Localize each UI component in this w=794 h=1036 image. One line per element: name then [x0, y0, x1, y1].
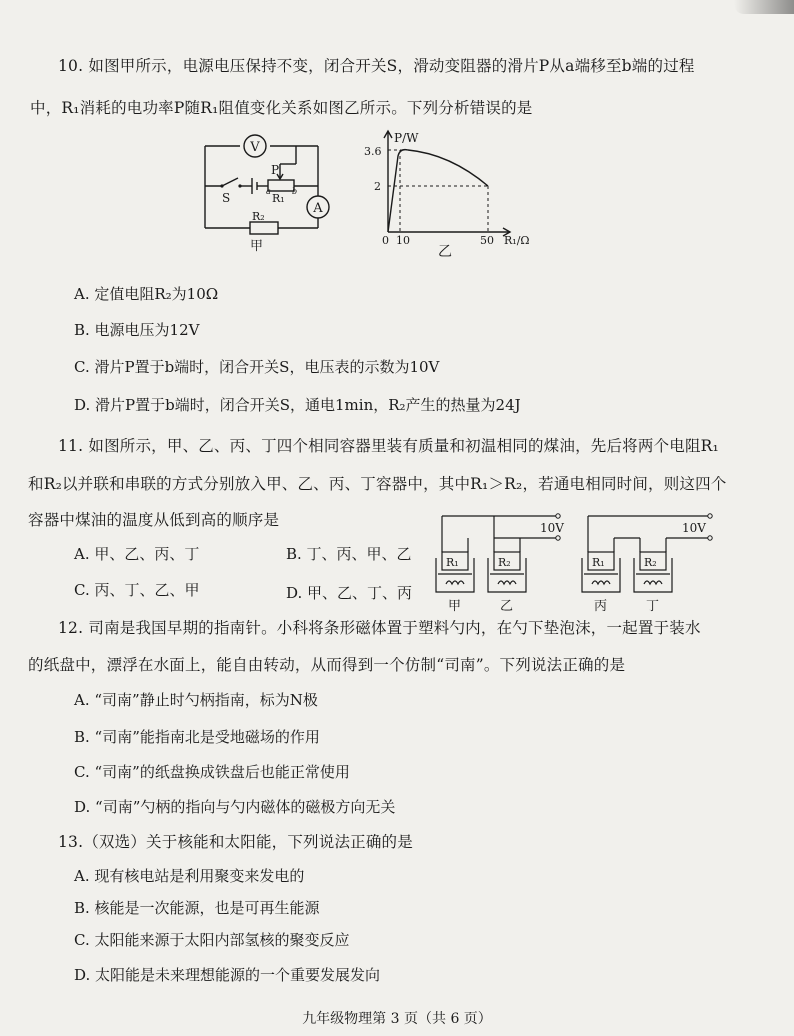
q10-option-c: C. 滑片P置于b端时，闭合开关S，电压表的示数为10V — [74, 358, 440, 376]
q11-option-c: C. 丙、丁、乙、甲 — [74, 581, 200, 599]
q11-voltage-left: 10V — [540, 521, 564, 535]
q11-stem-line2: 和R₂以并联和串联的方式分别放入甲、乙、丙、丁容器中，其中R₁＞R₂，若通电相同时间，则这四个 — [28, 475, 727, 493]
q12-option-d: D. “司南”勺柄的指向与勺内磁体的磁极方向无关 — [74, 798, 396, 816]
q11-label-jia: 甲 — [448, 599, 462, 614]
q11-option-d: D. 甲、乙、丁、丙 — [286, 584, 413, 602]
scan-smudge — [734, 0, 794, 14]
q12-stem-line1: 12. 司南是我国早期的指南针。小科将条形磁体置于塑料勺内，在勺下垫泡沫，一起置于装水 — [58, 619, 701, 637]
graph-xtick-10: 10 — [396, 234, 410, 247]
q10-stem-line1: 10. 如图甲所示，电源电压保持不变，闭合开关S，滑动变阻器的滑片P从a端移至b端的过程 — [58, 57, 695, 75]
q11-voltage-right: 10V — [682, 521, 706, 535]
q11-containers-figure — [428, 508, 728, 616]
q11-option-a: A. 甲、乙、丙、丁 — [74, 545, 200, 563]
q10-option-b: B. 电源电压为12V — [74, 321, 200, 339]
page-footer: 九年级物理第 3 页（共 6 页） — [302, 1011, 492, 1027]
q12-stem-line2: 的纸盘中，漂浮在水面上，能自由转动，从而得到一个仿制“司南”。下列说法正确的是 — [28, 656, 626, 674]
q13-option-d: D. 太阳能是未来理想能源的一个重要发展发向 — [74, 966, 381, 984]
q10-stem-line2: 中，R₁消耗的电功率P随R₁阻值变化关系如图乙所示。下列分析错误的是 — [30, 99, 533, 117]
r2-label: R₂ — [252, 210, 265, 223]
fig-yi-caption: 乙 — [438, 244, 452, 260]
switch-s-label: S — [222, 191, 231, 205]
ammeter-label: A — [313, 201, 323, 216]
voltmeter-label: V — [250, 140, 260, 155]
r1-label: R₁ — [272, 192, 285, 205]
q10-option-d: D. 滑片P置于b端时，闭合开关S，通电1min，R₂产生的热量为24J — [74, 396, 521, 414]
q12-option-a: A. “司南”静止时勺柄指南，标为N极 — [74, 691, 318, 709]
q13-option-c: C. 太阳能来源于太阳内部氢核的聚变反应 — [74, 931, 350, 949]
q11-stem-line3: 容器中煤油的温度从低到高的顺序是 — [28, 511, 280, 529]
q11-stem-line1: 11. 如图所示，甲、乙、丙、丁四个相同容器里装有质量和初温相同的煤油，先后将两个电阻R₁ — [58, 437, 719, 455]
graph-ytick-2: 2 — [374, 180, 381, 193]
q11-label-yi: 乙 — [500, 599, 514, 614]
q11-r2-ding: R₂ — [644, 556, 657, 569]
fig-jia-caption: 甲 — [250, 239, 264, 254]
q12-option-c: C. “司南”的纸盘换成铁盘后也能正常使用 — [74, 763, 350, 781]
q10-option-a: A. 定值电阻R₂为10Ω — [74, 285, 219, 303]
terminal-b-label: b — [292, 187, 298, 196]
q13-option-a: A. 现有核电站是利用聚变来发电的 — [74, 867, 305, 885]
graph-x-label: R₁/Ω — [504, 234, 530, 247]
q11-r1-jia: R₁ — [446, 556, 459, 569]
q11-r2-yi: R₂ — [498, 556, 511, 569]
q13-stem: 13.（双选）关于核能和太阳能，下列说法正确的是 — [58, 833, 413, 851]
graph-ytick-3-6: 3.6 — [364, 145, 382, 158]
terminal-a-label: a — [266, 187, 271, 196]
q13-option-b: B. 核能是一次能源，也是可再生能源 — [74, 899, 320, 917]
q11-label-ding: 丁 — [646, 599, 660, 614]
graph-y-label: P/W — [394, 131, 419, 145]
q11-option-b: B. 丁、丙、甲、乙 — [286, 545, 412, 563]
q11-label-bing: 丙 — [594, 599, 608, 614]
graph-xtick-0: 0 — [382, 234, 389, 247]
q11-r1-bing: R₁ — [592, 556, 605, 569]
q12-option-b: B. “司南”能指南北是受地磁场的作用 — [74, 728, 320, 746]
slider-p-label: P — [271, 163, 280, 177]
q10-circuit-figure — [200, 128, 330, 258]
graph-xtick-50: 50 — [480, 234, 494, 247]
q10-power-graph — [360, 128, 550, 258]
